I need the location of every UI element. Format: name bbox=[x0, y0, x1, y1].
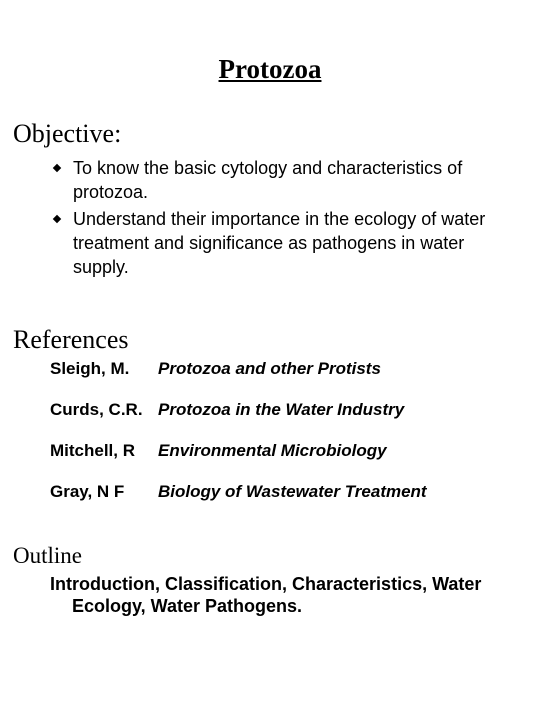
list-item bbox=[50, 156, 520, 204]
reference-title: Protozoa in the Water Industry bbox=[158, 400, 405, 419]
outline-text: Introduction, Classification, Characteristics, Water Ecology, Water Pathogens. bbox=[50, 574, 482, 616]
objective-item-text: To know the basic cytology and characteristics of protozoa. bbox=[73, 158, 463, 202]
reference-title: Biology of Wastewater Treatment bbox=[158, 482, 427, 501]
references-heading: References bbox=[13, 325, 129, 354]
page-title: Protozoa bbox=[218, 54, 322, 84]
list-item bbox=[50, 207, 520, 279]
outline-heading: Outline bbox=[13, 543, 82, 568]
objective-item-text: Understand their importance in the ecology of water treatment and significance as pathogens in water supply. bbox=[73, 209, 486, 277]
diamond-bullet-icon bbox=[53, 164, 61, 172]
reference-author: Sleigh, M. bbox=[50, 359, 130, 378]
reference-author: Mitchell, R bbox=[50, 441, 136, 460]
objective-list bbox=[50, 156, 520, 282]
reference-title: Protozoa and other Protists bbox=[158, 359, 381, 378]
reference-author: Gray, N F bbox=[50, 482, 125, 501]
objective-heading: Objective: bbox=[13, 119, 122, 148]
reference-author: Curds, C.R. bbox=[50, 400, 143, 419]
diamond-bullet-icon bbox=[53, 215, 61, 223]
reference-title: Environmental Microbiology bbox=[158, 441, 387, 460]
